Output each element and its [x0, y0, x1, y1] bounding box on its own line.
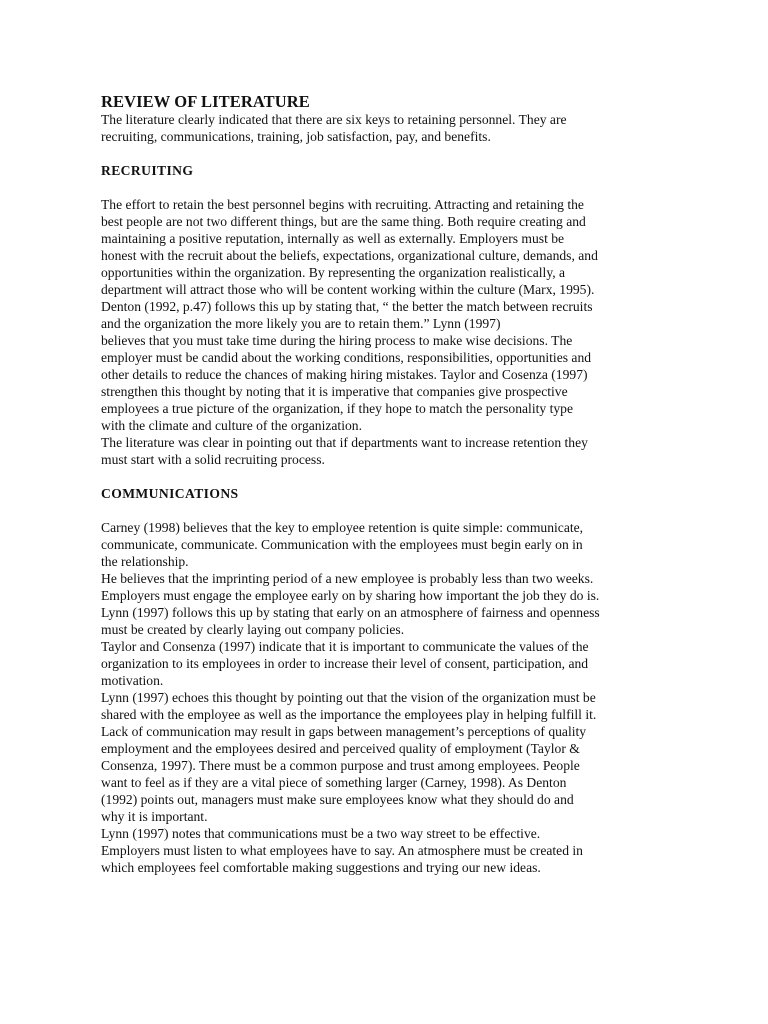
text-line: Consenza, 1997). There must be a common purpose and trust among employees. People: [101, 758, 580, 773]
text-line: and the organization the more likely you are to retain them.” Lynn (1997): [101, 316, 501, 331]
text-line: organization to its employees in order to increase their level of consent, participation, and: [101, 656, 589, 671]
text-line: other details to reduce the chances of making hiring mistakes. Taylor and Cosenza (1997): [101, 367, 588, 382]
text-line: strengthen this thought by noting that it is imperative that companies give prospective: [101, 384, 568, 399]
text-line: recruiting, communications, training, job satisfaction, pay, and benefits.: [101, 129, 491, 144]
text-line: employment and the employees desired and perceived quality of employment (Taylor &: [101, 741, 580, 756]
text-line: Employers must engage the employee early on by sharing how important the job they do is.: [101, 588, 600, 603]
text-line: believes that you must take time during the hiring process to make wise decisions. The: [101, 333, 573, 348]
text-line: Lynn (1997) notes that communications must be a two way street to be effective.: [101, 826, 541, 841]
text-line: honest with the recruit about the beliefs, expectations, organizational culture, demands, and: [101, 248, 598, 263]
text-line: want to feel as if they are a vital piece of something larger (Carney, 1998). As Denton: [101, 775, 567, 790]
text-line: The literature clearly indicated that there are six keys to retaining personnel. They are: [101, 112, 567, 127]
text-line: Lack of communication may result in gaps between management’s perceptions of quality: [101, 724, 587, 739]
text-line: which employees feel comfortable making suggestions and trying our new ideas.: [101, 860, 541, 875]
text-line: motivation.: [101, 673, 164, 688]
text-line: employees a true picture of the organization, if they hope to match the personality type: [101, 401, 573, 416]
text-line: must start with a solid recruiting process.: [101, 452, 325, 467]
document-title: REVIEW OF LITERATURE: [101, 92, 310, 111]
section-heading-recruiting: RECRUITING: [101, 163, 194, 178]
text-line: department will attract those who will be content working within the culture (Marx, 1995).: [101, 282, 595, 297]
text-line: The literature was clear in pointing out that if departments want to increase retention they: [101, 435, 588, 450]
text-line: must be created by clearly laying out company policies.: [101, 622, 405, 637]
text-line: why it is important.: [101, 809, 208, 824]
recruiting-body: [101, 196, 661, 468]
document-page: [101, 93, 661, 876]
text-line: Lynn (1997) echoes this thought by pointing out that the vision of the organization must be: [101, 690, 596, 705]
text-line: opportunities within the organization. By representing the organization realistically, a: [101, 265, 566, 280]
text-line: The effort to retain the best personnel begins with recruiting. Attracting and retaining the: [101, 197, 584, 212]
text-line: the relationship.: [101, 554, 189, 569]
section-heading-communications: COMMUNICATIONS: [101, 486, 239, 501]
text-line: Lynn (1997) follows this up by stating that early on an atmosphere of fairness and openness: [101, 605, 600, 620]
communications-body: [101, 519, 661, 876]
text-line: communicate, communicate. Communication with the employees must begin early on in: [101, 537, 583, 552]
text-line: Taylor and Consenza (1997) indicate that it is important to communicate the values of the: [101, 639, 589, 654]
text-line: employer must be candid about the working conditions, responsibilities, opportunities and: [101, 350, 592, 365]
intro-paragraph: [101, 111, 661, 145]
text-line: shared with the employee as well as the importance the employees play in helping fulfill it.: [101, 707, 597, 722]
text-line: maintaining a positive reputation, internally as well as externally. Employers must be: [101, 231, 565, 246]
text-line: best people are not two different things, but are the same thing. Both require creating and: [101, 214, 586, 229]
text-line: He believes that the imprinting period of a new employee is probably less than two weeks.: [101, 571, 594, 586]
text-line: (1992) points out, managers must make sure employees know what they should do and: [101, 792, 574, 807]
text-line: with the climate and culture of the organization.: [101, 418, 362, 433]
text-line: Employers must listen to what employees have to say. An atmosphere must be created in: [101, 843, 583, 858]
text-line: Denton (1992, p.47) follows this up by stating that, “ the better the match between recruits: [101, 299, 593, 314]
text-line: Carney (1998) believes that the key to employee retention is quite simple: communicate,: [101, 520, 584, 535]
